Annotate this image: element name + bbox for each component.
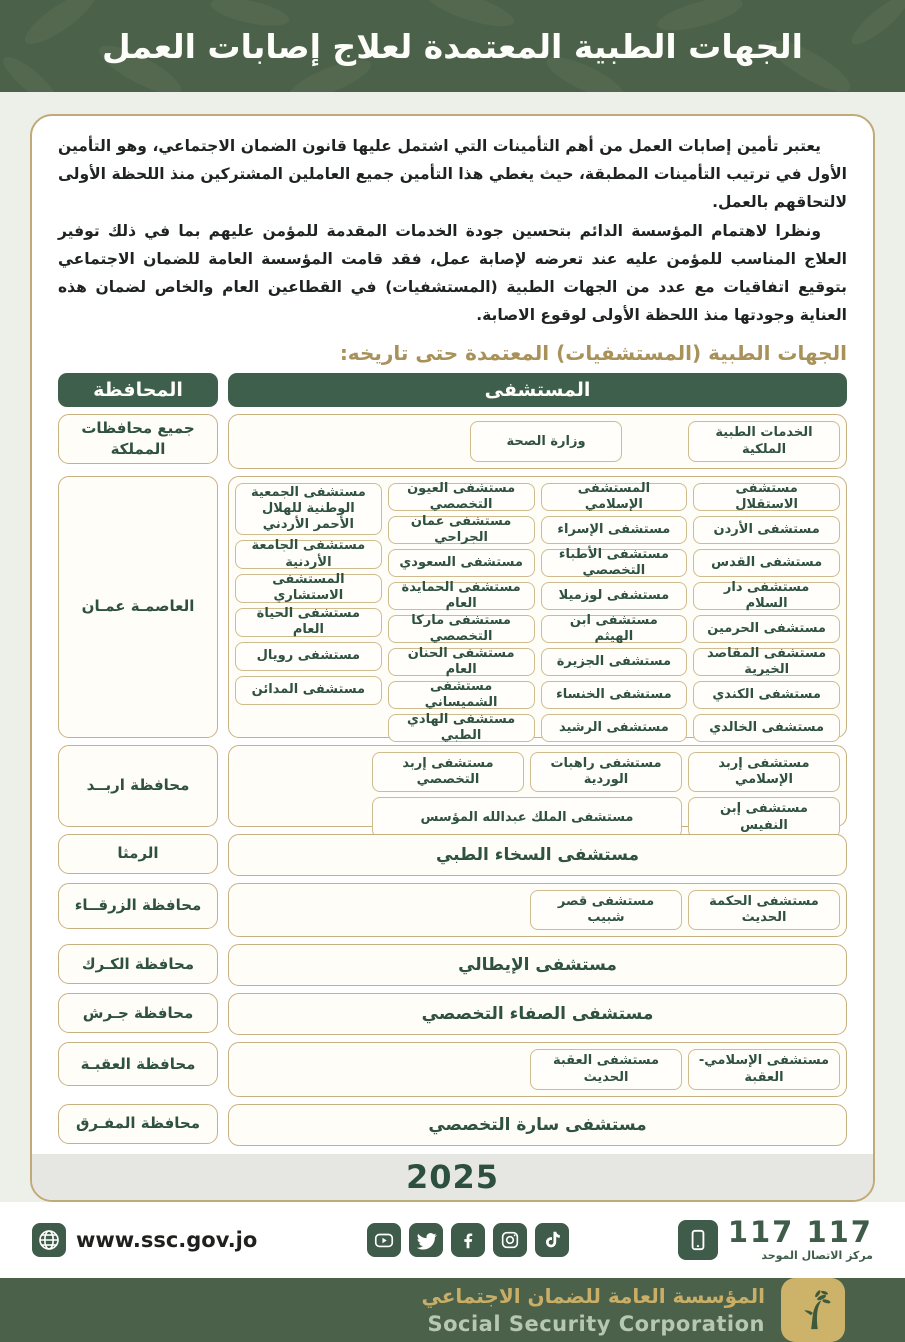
hospital-cell: مستشفى الحياة العام (235, 608, 382, 637)
call-center-number: 117 117 (727, 1215, 873, 1250)
year-band (32, 1154, 873, 1200)
amman-col-4 (235, 483, 382, 731)
hospital-cell: مستشفى قصر شبيب (530, 890, 682, 931)
hospital-cell: مستشفى الأطباء التخصصي (541, 549, 688, 577)
hospital-cell: مستشفى عمان الجراحي (388, 516, 535, 544)
hospital-cell: مستشفى السعودي (388, 549, 535, 577)
table-row-irbid (58, 745, 847, 833)
hospital-cell: مستشفى إربد التخصصي (372, 752, 524, 793)
instagram-icon[interactable] (493, 1223, 527, 1257)
table-row-aqaba (58, 1042, 847, 1097)
hospitals-box (228, 1104, 847, 1146)
hospital-cell: مستشفى الجمعية الوطنية للهلال الأحمر الأردني (235, 483, 382, 535)
hospital-cell: المستشفى الاستشاري (235, 574, 382, 603)
amman-col-2 (541, 480, 688, 735)
hospital-cell: مستشفى المقاصد الخيرية (693, 648, 840, 676)
hospital-cell: مستشفى المدائن (235, 676, 382, 705)
youtube-icon[interactable] (367, 1223, 401, 1257)
hospital-cell: مستشفى راهبات الوردية (530, 752, 682, 793)
hospital-cell: مستشفى العقبة الحديث (530, 1049, 682, 1090)
intro-paragraph-2: ونظرا لاهتمام المؤسسة الدائم بتحسين جودة الخدمات المقدمة للمؤمن عليهم بما في ذلك توفير العلاج المناسب للمؤمن عليه عند تعرضه لإصابة عمل، فقد قامت المؤسسة العامة للضمان الاجتماعي بتوقيع اتفاقيات مع عدد من الجهات الطبية (المستشفيات) في القطاعين العام والخاص لضمان هذه العناية وجودتها منذ اللحظة الأولى لوقوع الاصابة. (58, 221, 847, 325)
governorate-cell: محافظة اربــد (58, 745, 218, 827)
page-header (0, 0, 905, 92)
table-row-ramtha (58, 834, 847, 876)
social-icons (367, 1223, 569, 1257)
call-center-block (678, 1215, 873, 1263)
hospital-column-header: المستشفى (228, 373, 847, 407)
governorate-cell: جميع محافظات المملكة (58, 414, 218, 464)
irbid-hospital-rows (235, 752, 840, 833)
hospital-cell: مستشفى الخالدي (693, 714, 840, 742)
hospital-cell: مستشفى إربد الإسلامي (688, 752, 840, 793)
hospitals-box (228, 944, 847, 986)
hospital-cell: مستشفى الحكمة الحديث (688, 890, 840, 931)
amman-col-1 (693, 480, 840, 735)
table-row-jerash (58, 993, 847, 1035)
phone-icon (678, 1220, 718, 1260)
list-subtitle: الجهات الطبية (المستشفيات) المعتمدة حتى تاريخه: (339, 341, 847, 366)
contact-strip (0, 1202, 905, 1278)
hospital-cell: مستشفى الملك عبدالله المؤسس (372, 797, 682, 838)
hospital-cell: مستشفى سارة التخصصي (428, 1114, 647, 1135)
intro-text (32, 116, 873, 331)
table-header-row (58, 373, 847, 407)
hospital-cell: مستشفى الجزيرة (541, 648, 688, 676)
hospital-cell: مستشفى الجامعة الأردنية (235, 540, 382, 569)
hospitals-box (228, 745, 847, 833)
hospital-cell: مستشفى الهادي الطبي (388, 714, 535, 742)
hospital-cell: مستشفى العيون التخصصي (388, 483, 535, 511)
governorate-cell: محافظة العقبـة (58, 1042, 218, 1086)
governorate-cell: محافظة المفـرق (58, 1104, 218, 1144)
hospitals-box (228, 476, 847, 743)
hospital-cell: مستشفى الإسلامي-العقبة (688, 1049, 840, 1090)
governorate-cell: محافظة الكـرك (58, 944, 218, 984)
irbid-row-1 (235, 752, 840, 793)
hospital-cell: مستشفى دار السلام (693, 582, 840, 610)
irbid-row-2 (235, 797, 840, 838)
brand-name-arabic: المؤسسة العامة للضمان الاجتماعي (421, 1283, 765, 1308)
hospitals-box (228, 993, 847, 1035)
hospital-cell: مستشفى لوزميلا (541, 582, 688, 610)
hospital-cell: مستشفى الحرمين (693, 615, 840, 643)
hospital-cell: الخدمات الطبية الملكية (688, 421, 840, 462)
hospital-cell: مستشفى السخاء الطبي (435, 844, 640, 865)
globe-icon (32, 1223, 66, 1257)
hospital-cell: المستشفى الإسلامي (541, 483, 688, 511)
hospital-cell: مستشفى الحمايدة العام (388, 582, 535, 610)
table-row-amman (58, 476, 847, 743)
ssc-olive-tree-logo (781, 1278, 845, 1342)
hospital-cell: مستشفى الرشيد (541, 714, 688, 742)
page-title: الجهات الطبية المعتمدة لعلاج إصابات العمل (102, 26, 803, 66)
hospital-cell: مستشفى القدس (693, 549, 840, 577)
hospitals-box (228, 1042, 847, 1097)
governorate-cell: الرمثا (58, 834, 218, 874)
hospital-cell: مستشفى ابن الهيثم (541, 615, 688, 643)
facebook-icon[interactable] (451, 1223, 485, 1257)
amman-hospitals-grid (235, 480, 840, 743)
governorate-cell: محافظة جـرش (58, 993, 218, 1033)
table-row-mafraq (58, 1104, 847, 1146)
year-label: 2025 (405, 1157, 500, 1196)
empty-cell-space (235, 710, 382, 731)
hospital-cell: مستشفى الإيطالي (458, 955, 617, 976)
hospital-cell: مستشفى ماركا التخصصي (388, 615, 535, 643)
website-url[interactable]: www.ssc.gov.jo (76, 1227, 258, 1252)
hospital-cell: مستشفى الحنان العام (388, 648, 535, 676)
brand-names (421, 1284, 765, 1336)
table-row-all-kingdom (58, 414, 847, 469)
hospitals-table (32, 373, 873, 1146)
twitter-icon[interactable] (409, 1223, 443, 1257)
website-block[interactable] (32, 1223, 257, 1257)
governorate-cell: محافظة الزرقــاء (58, 883, 218, 929)
hospital-cell: مستشفى الشميساني (388, 681, 535, 709)
call-center-label: مركز الاتصال الموحد (761, 1249, 873, 1263)
hospital-cell: مستشفى الاستقلال (693, 483, 840, 511)
hospital-cell: مستشفى الخنساء (541, 681, 688, 709)
hospital-cell: مستشفى الأردن (693, 516, 840, 544)
tiktok-icon[interactable] (535, 1223, 569, 1257)
hospital-cell: وزارة الصحة (470, 421, 622, 462)
amman-col-3 (388, 480, 535, 743)
table-row-zarqa (58, 883, 847, 938)
hospital-cell: مستشفى الإسراء (541, 516, 688, 544)
table-row-karak (58, 944, 847, 986)
hospitals-box (228, 414, 847, 469)
brand-bar (0, 1278, 905, 1342)
hospitals-box (228, 834, 847, 876)
hospitals-box (228, 883, 847, 938)
hospital-cell: مستشفى رويال (235, 642, 382, 671)
hospital-cell: مستشفى الكندي (693, 681, 840, 709)
hospital-cell: مستشفى الصفاء التخصصي (421, 1004, 654, 1025)
governorate-cell: العاصمـة عمـان (58, 476, 218, 738)
governorate-column-header: المحافظة (58, 373, 218, 407)
brand-name-english: Social Security Corporation (427, 1311, 765, 1336)
content-card (30, 114, 875, 1202)
intro-paragraph-1: يعتبر تأمين إصابات العمل من أهم التأمينات التي اشتمل عليها قانون الضمان الاجتماعي، وهو التأمين الأول في ترتيب التأمينات المطبقة، حيث يغطي هذا التأمين جميع العاملين المشتركين منذ اللحظة الأولى لالتحاقهم بالعمل. (58, 137, 847, 212)
hospital-cell: مستشفى إبن النفيس (688, 797, 840, 838)
